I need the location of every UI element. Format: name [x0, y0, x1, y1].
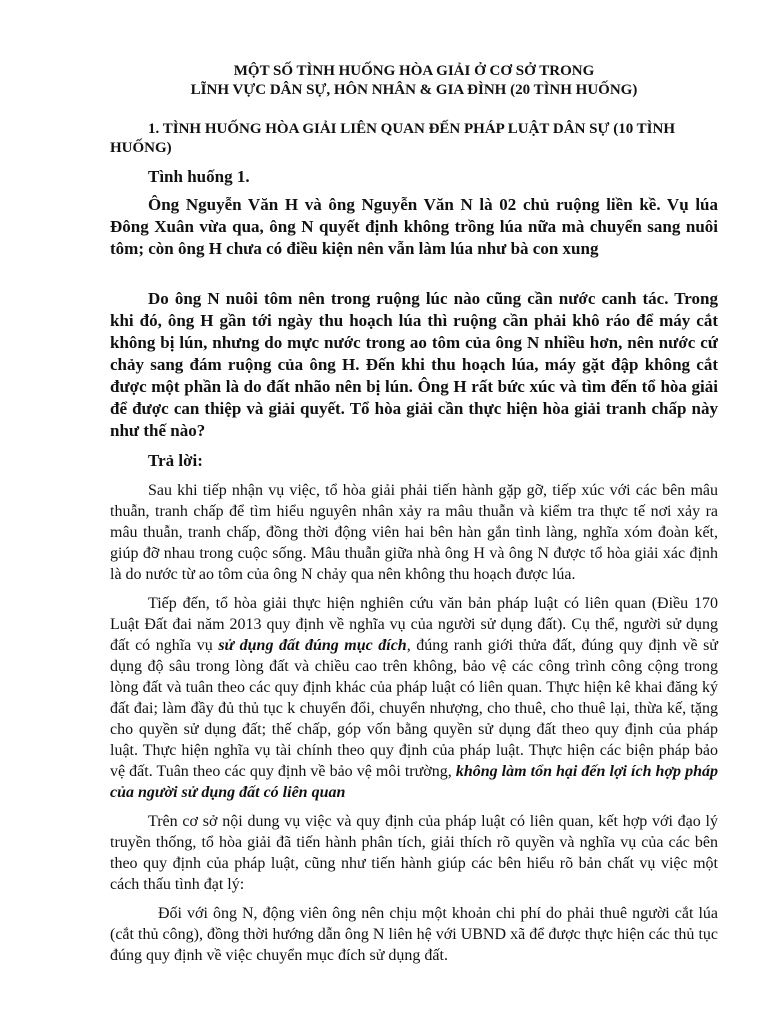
- answer-paragraph-2-part-a: Tiếp đến, tổ hòa giải thực hiện nghiên cứu văn bản pháp luật có liên quan (Điều 170 Luật Đất đai năm 2013 quy định về nghĩa vụ của người sử dụng đất). Cụ thể, người sử dụng đất có nghĩa vụ: [110, 595, 718, 654]
- title-line-2: LĨNH VỰC DÂN SỰ, HÔN NHÂN & GIA ĐÌNH (20 TÌNH HUỐNG): [190, 82, 638, 98]
- title-line-1: MỘT SỐ TÌNH HUỐNG HÒA GIẢI Ở CƠ SỞ TRONG: [233, 63, 595, 79]
- answer-paragraph-3: Trên cơ sở nội dung vụ việc và quy định của pháp luật có liên quan, kết hợp với đạo lý truyền thống, tổ hòa giải đã tiến hành phân tích, giải thích rõ quyền và nghĩa vụ của các bên theo quy định của pháp luật, cũng như tiến hành giúp các bên hiểu rõ bản chất vụ việc một cách thấu tình đạt lý:: [110, 813, 718, 893]
- answer-paragraph-2: [110, 593, 718, 803]
- answer-paragraph-2-part-b: , đúng ranh giới thửa đất, đúng quy định về sử dụng độ sâu trong lòng đất và chiều cao trên không, bảo vệ các công trình công cộng trong lòng đất và tuân theo các quy định khác của pháp luật có liên quan. Thực hiện kê khai đăng ký đất đai; làm đầy đủ thủ tục k chuyển đổi, chuyển nhượng, cho thuê, cho thuê lại, thừa kế, tặng cho quyền sử dụng đất; thế chấp, góp vốn bằng quyền sử dụng đất theo quy định của pháp luật. Thực hiện nghĩa vụ tài chính theo quy định của pháp luật. Thực hiện các biện pháp bảo vệ đất. Tuân theo các quy định về bảo vệ môi trường,: [110, 637, 718, 780]
- answer-heading: Trả lời:: [148, 451, 203, 470]
- answer-paragraph-1: Sau khi tiếp nhận vụ việc, tổ hòa giải phải tiến hành gặp gỡ, tiếp xúc với các bên mâu thuẫn, tranh chấp để tìm hiểu nguyên nhân xảy ra mâu thuẫn và kiểm tra thực tế nơi xảy ra mâu thuẫn, tranh chấp, đồng thời động viên hai bên hàn gắn tình làng, nghĩa xóm đoàn kết, giúp đỡ nhau trong cuộc sống. Mâu thuẫn giữa nhà ông H và ông N được tổ hòa giải xác định là do nước từ ao tôm của ông N chảy qua nên không thu hoạch được lúa.: [110, 482, 718, 583]
- case-paragraph-1: Ông Nguyễn Văn H và ông Nguyễn Văn N là 02 chủ ruộng liền kề. Vụ lúa Đông Xuân vừa qua, ông N quyết định không trồng lúa nữa mà chuyển sang nuôi tôm; còn ông H chưa có điều kiện nên vẫn làm lúa như bà con xung: [110, 195, 718, 258]
- section-heading: 1. TÌNH HUỐNG HÒA GIẢI LIÊN QUAN ĐẾN PHÁP LUẬT DÂN SỰ (10 TÌNH HUỐNG): [110, 121, 676, 156]
- answer-paragraph-4: Đối với ông N, động viên ông nên chịu một khoản chi phí do phải thuê người cắt lúa (cắt thủ công), đồng thời hướng dẫn ông N liên hệ với UBND xã để được thực hiện các thủ tục đúng quy định về việc chuyển mục đích sử dụng đất.: [110, 905, 718, 964]
- case-heading: Tình huống 1.: [148, 167, 250, 186]
- case-paragraph-2: Do ông N nuôi tôm nên trong ruộng lúc nào cũng cần nước canh tác. Trong khi đó, ông H gần tới ngày thu hoạch lúa thì ruộng cần phải khô ráo để máy cắt không bị lún, nhưng do mực nước trong ao tôm của ông N nhiều hơn, nên nước cứ chảy sang đám ruộng của ông H. Đến khi thu hoạch lúa, máy gặt đập không cắt được một phần là do đất nhão nên bị lún. Ông H rất bức xúc và tìm đến tổ hòa giải để được can thiệp và giải quyết. Tổ hòa giải cần thực hiện hòa giải tranh chấp này như thế nào?: [110, 289, 718, 440]
- answer-paragraph-2-emphasis-2: không làm tổn hại đến lợi ích hợp pháp của người sử dụng đất có liên quan: [110, 763, 718, 801]
- answer-paragraph-2-emphasis-1: sử dụng đất đúng mục đích: [218, 637, 407, 654]
- document-title: [110, 62, 718, 100]
